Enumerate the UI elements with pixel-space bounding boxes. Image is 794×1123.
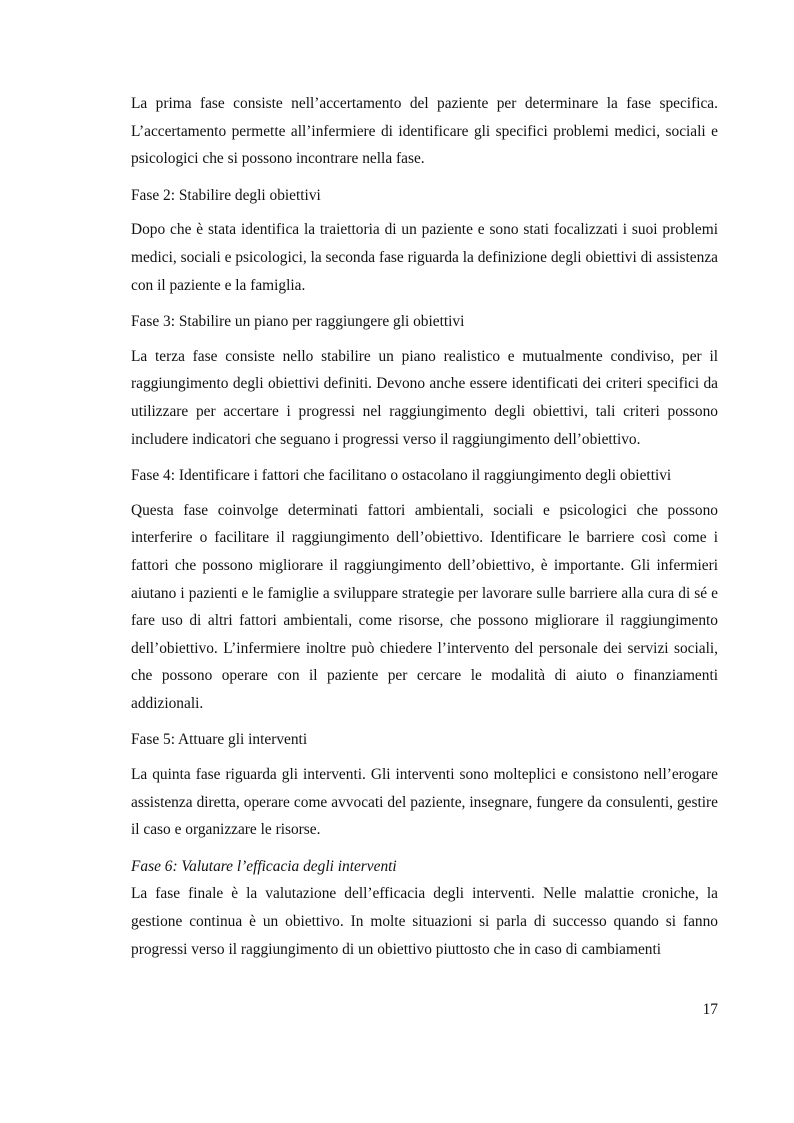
spacer <box>131 336 718 343</box>
spacer <box>131 717 718 726</box>
heading-fase-6: Fase 6: Valutare l’efficacia degli interventi <box>131 857 397 875</box>
paragraph-fase-1: La prima fase consiste nell’accertamento del paziente per determinare la fase specifica. L’accertamento permette all’infermiere di identificare gli specifici problemi medici, sociali e psicologici che si possono incontrare nella fase. <box>131 95 718 168</box>
spacer <box>131 754 718 761</box>
spacer <box>131 844 718 853</box>
paragraph-fase-4: Questa fase coinvolge determinati fattori ambientali, sociali e psicologici che possono interferire o facilitare il raggiungimento dell’obiettivo. Identificare le barriere così come i fattori che possono migliorare il raggiungimento dell’obiettivo, è importante. Gli infermieri aiutano i pazienti e le famiglie a sviluppare strategie per lavorare sulle barriere alla cura di sé e fare uso di altri fattori ambientali, come risorse, che possono migliorare il raggiungimento dell’obiettivo. L’infermiere inoltre può chiedere l’intervento del personale dei servizi sociali, che possono operare con il paziente per cercare le modalità di aiuto o finanziamenti addizionali. <box>131 501 718 712</box>
heading-fase-5: Fase 5: Attuare gli interventi <box>131 731 308 749</box>
heading-fase-2: Fase 2: Stabilire degli obiettivi <box>131 186 321 204</box>
paragraph-fase-2: Dopo che è stata identifica la traiettoria di un paziente e sono stati focalizzati i suoi problemi medici, sociali e psicologici, la seconda fase riguarda la definizione degli obiettivi di assistenza con il paziente e la famiglia. <box>131 221 718 294</box>
page-number: 17 <box>702 1001 718 1018</box>
spacer <box>131 173 718 182</box>
spacer <box>131 490 718 497</box>
paragraph-fase-3: La terza fase consiste nello stabilire un piano realistico e mutualmente condiviso, per il raggiungimento degli obiettivi definiti. Devono anche essere identificati dei criteri specifici da utilizzare per accertare i progressi nel raggiungimento degli obiettivi, tali criteri possono includere indicatori che seguano i progressi verso il raggiungimento dell’obiettivo. <box>131 347 718 448</box>
paragraph-fase-6: La fase finale è la valutazione dell’efficacia degli interventi. Nelle malattie croniche, la gestione continua è un obiettivo. In molte situazioni si parla di successo quando si fanno progressi verso il raggiungimento di un obiettivo piuttosto che in caso di cambiamenti <box>131 885 718 958</box>
heading-fase-3: Fase 3: Stabilire un piano per raggiungere gli obiettivi <box>131 313 465 331</box>
paragraph-fase-5: La quinta fase riguarda gli interventi. Gli interventi sono molteplici e consistono nell’erogare assistenza diretta, operare come avvocati del paziente, insegnare, fungere da consulenti, gestire il caso e organizzare le risorse. <box>131 766 718 839</box>
spacer <box>131 299 718 308</box>
spacer <box>131 209 718 216</box>
page-body <box>131 90 718 963</box>
spacer <box>131 453 718 462</box>
heading-fase-4: Fase 4: Identificare i fattori che facilitano o ostacolano il raggiungimento degli obiettivi <box>131 467 672 485</box>
